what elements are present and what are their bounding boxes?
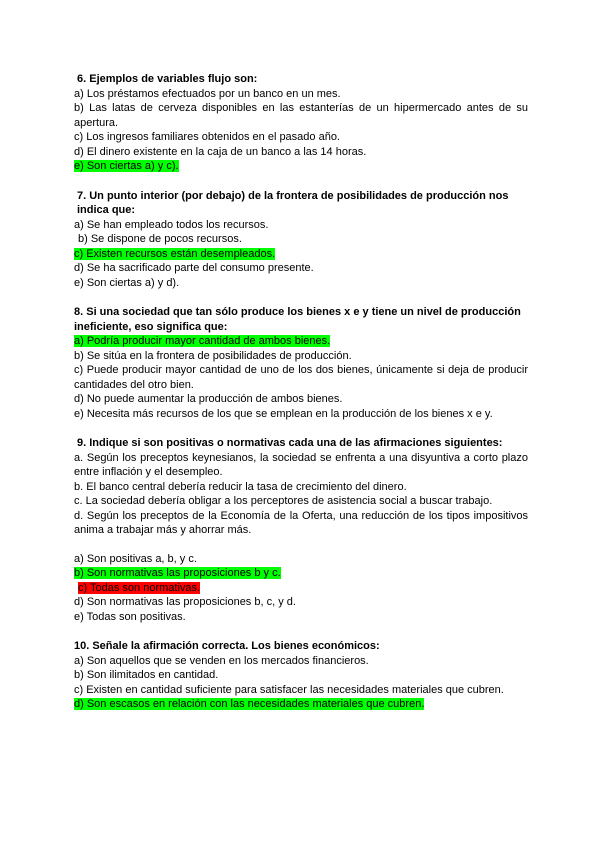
question-title: 10. Señale la afirmación correcta. Los bienes económicos: <box>74 640 380 652</box>
question-8 <box>74 305 528 421</box>
option-c-correct: c) Existen recursos están desempleados. <box>74 247 276 260</box>
option-e-correct: e) Son ciertas a) y c). <box>74 160 179 172</box>
option-b: b) Las latas de cerveza disponibles en las estanterías de un hipermercado antes de su apertura. <box>74 102 528 129</box>
statement-a: a. Según los preceptos keynesianos, la sociedad se enfrenta a una disyuntiva a corto plazo entre inflación y el desempleo. <box>74 451 528 478</box>
question-6 <box>74 72 528 174</box>
option-e: e) Necesita más recursos de los que se emplean en la producción de los bienes x e y. <box>74 407 493 420</box>
option-b: b) Son ilimitados en cantidad. <box>74 669 219 681</box>
option-d: d) El dinero existente en la caja de un banco a las 14 horas. <box>74 145 367 158</box>
question-title: 9. Indique si son positivas o normativas cada una de las afirmaciones siguientes: <box>77 437 503 449</box>
option-d: d) No puede aumentar la producción de ambos bienes. <box>74 393 343 405</box>
option-a: a) Los préstamos efectuados por un banco en un mes. <box>74 87 341 100</box>
option-b: b) Se dispone de pocos recursos. <box>78 233 242 245</box>
option-b: b) Se sitúa en la frontera de posibilidades de producción. <box>74 349 352 362</box>
option-d: d) Se ha sacrificado parte del consumo presente. <box>74 262 314 274</box>
question-title: 7. Un punto interior (por debajo) de la frontera de posibilidades de producción nos indica que: <box>77 189 509 216</box>
option-d: d) Son normativas las proposiciones b, c, y d. <box>74 596 296 608</box>
option-b-correct: b) Son normativas las proposiciones b y c. <box>74 567 281 579</box>
option-a: a) Se han empleado todos los recursos. <box>74 218 269 231</box>
option-c: c) Los ingresos familiares obtenidos en el pasado año. <box>74 131 340 143</box>
option-c-incorrect: c) Todas son normativas. <box>78 581 201 594</box>
option-c: c) Puede producir mayor cantidad de uno de los dos bienes, únicamente si deja de producir cantidades del otro bien. <box>74 364 528 391</box>
option-c: c) Existen en cantidad suficiente para satisfacer las necesidades materiales que cubren. <box>74 683 504 696</box>
statement-b: b. El banco central debería reducir la tasa de crecimiento del dinero. <box>74 480 407 493</box>
option-a: a) Son aquellos que se venden en los mercados financieros. <box>74 654 369 667</box>
option-d-correct: d) Son escasos en relación con las necesidades materiales que cubren. <box>74 698 425 710</box>
option-e: e) Son ciertas a) y d). <box>74 276 180 289</box>
question-title: 8. Si una sociedad que tan sólo produce los bienes x e y tiene un nivel de producción ineficiente, eso significa que: <box>74 306 521 333</box>
option-a-correct: a) Podría producir mayor cantidad de ambos bienes. <box>74 335 331 347</box>
question-7 <box>74 189 528 291</box>
statement-d: d. Según los preceptos de la Economía de la Oferta, una reducción de los tipos impositivos anima a trabajar más y ahorrar más. <box>74 509 528 536</box>
statement-c: c. La sociedad debería obligar a los perceptores de asistencia social a buscar trabajo. <box>74 495 493 507</box>
option-e: e) Todas son positivas. <box>74 610 186 623</box>
question-title: 6. Ejemplos de variables flujo son: <box>77 73 258 85</box>
option-a: a) Son positivas a, b, y c. <box>74 552 197 565</box>
question-10 <box>74 639 528 712</box>
question-9 <box>74 436 528 624</box>
